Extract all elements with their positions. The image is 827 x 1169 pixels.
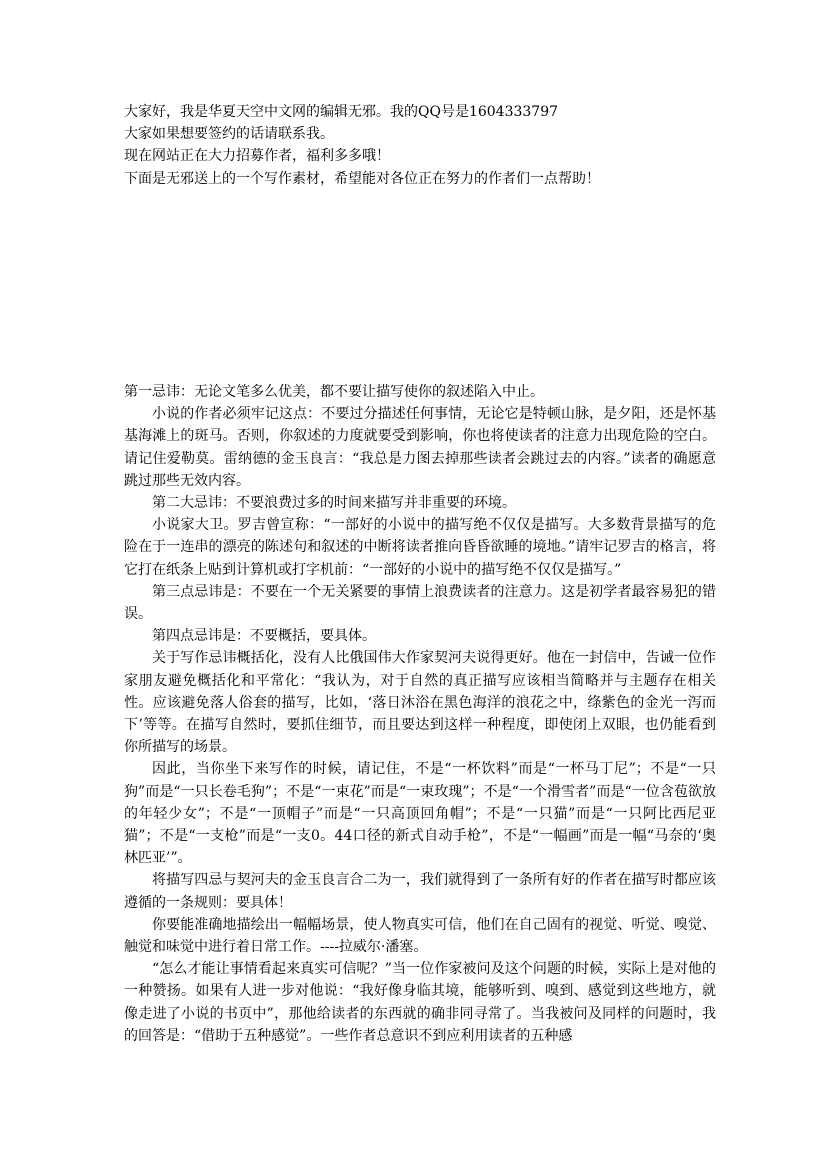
intro-line: 下面是无邪送上的一个写作素材，希望能对各位正在努力的作者们一点帮助！ [124,170,600,187]
intro-block [124,101,724,190]
paragraph: 你要能准确地描绘出一幅幅场景，使人物真实可信，他们在自己固有的视觉、听觉、嗅觉、触觉和味觉中进行着日常工作。----拉威尔·潘塞。 [124,916,716,956]
paragraph: 小说的作者必须牢记这点：不要过分描述任何事情，无论它是特顿山脉，是夕阳，还是怀基基海滩上的斑马。否则，你叙述的力度就要受到影响，你也将使读者的注意力出现危险的空白。请记住爱勒莫。雷纳德的金玉良言：“我总是力图去掉那些读者会跳过去的内容。”读者的确愿意跳过那些无效内容。 [124,406,716,489]
paragraph: 第三点忌讳是：不要在一个无关紧要的事情上浪费读者的注意力。这是初学者最容易犯的错误。 [124,583,716,623]
paragraph: 将描写四忌与契河夫的金玉良言合二为一，我们就得到了一条所有好的作者在描写时都应该遵循的一条规则：要具体！ [124,872,716,911]
intro-line: 现在网站正在大力招募作者，福利多多哦！ [124,148,390,165]
article-body [124,381,716,1047]
paragraph: 第四点忌讳是：不要概括，要具体。 [152,628,376,645]
paragraph: 小说家大卫。罗吉曾宣称：“一部好的小说中的描写绝不仅仅是描写。大多数背景描写的危险在于一连串的漂亮的陈述句和叙述的中断将读者推向昏昏欲睡的境地。”请牢记罗吉的格言，将它打在纸条上贴到计算机或打字机前：“一部好的小说中的描写绝不仅仅是描写。” [124,517,716,578]
paragraph: “怎么才能让事情看起来真实可信呢？”当一位作家被问及这个问题的时候，实际上是对他的一种赞扬。如果有人进一步对他说：“我好像身临其境，能够听到、嗅到、感觉到这些地方，就像走进了小说的书页中”，那他给读者的东西就的确非同寻常了。当我被问及同样的问题时，我的回答是：“借助于五种感觉”。一些作者总意识不到应利用读者的五种感 [124,961,716,1044]
intro-line: 大家如果想要签约的话请联系我。 [124,126,334,143]
paragraph: 第二大忌讳：不要浪费过多的时间来描写并非重要的环境。 [152,495,516,512]
paragraph: 关于写作忌讳概括化，没有人比俄国伟大作家契河夫说得更好。他在一封信中，告诫一位作家朋友避免概括化和平常化：“我认为，对于自然的真正描写应该相当简略并与主题存在相关性。应该避免落人俗套的描写，比如，‘落日沐浴在黑色海洋的浪花之中，绦紫色的金光一泻而下’等等。在描写自然时，要抓住细节，而且要达到这样一种程度，即使闭上双眼，也仍能看到你所描写的场景。 [124,650,716,756]
paragraph: 因此，当你坐下来写作的时候，请记住，不是“一杯饮料”而是“一杯马丁尼”；不是“一只狗”而是“一只长卷毛狗”；不是“一束花”而是“一束玫瑰”；不是“一个滑雪者”而是“一位含苞欲放的年轻少女”；不是“一顶帽子”而是“一只高顶回角帽”；不是“一只猫”而是“一只阿比西尼亚猫”；不是“一支枪”而是“一支0。44口径的新式自动手枪”，不是“一幅画”而是一幅“马奈的‘奥林匹亚’”。 [124,761,716,867]
intro-line: 大家好，我是华夏天空中文网的编辑无邪。我的QQ号是1604333797 [124,104,559,120]
paragraph: 第一忌讳：无论文笔多么优美，都不要让描写使你的叙述陷入中止。 [124,384,544,400]
